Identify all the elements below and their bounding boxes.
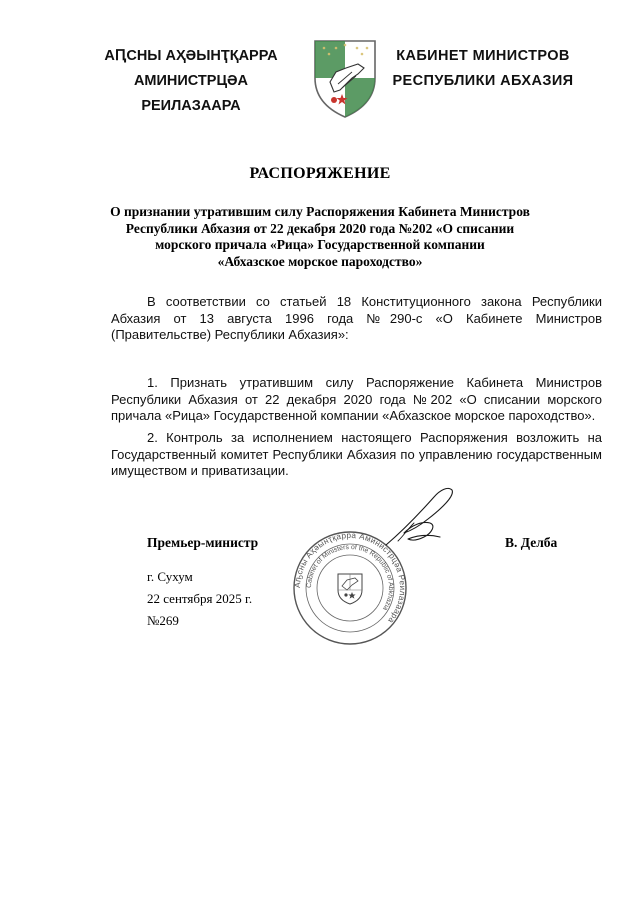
document-title: РАСПОРЯЖЕНИЕ (249, 165, 391, 182)
document-number: №269 (147, 613, 179, 628)
header-right-line2: РЕСПУБЛИКИ АБХАЗИЯ (392, 73, 574, 89)
seal-outer-text: Аҧсны Аҳәынҭқарра Аминистрцәа Реилазаара (292, 530, 408, 626)
header-right-line1: КАБИНЕТ МИНИСТРОВ (396, 48, 570, 64)
subject-line: Республики Абхазия от 22 декабря 2020 года №202 «О списании (125, 220, 515, 236)
signatory-name: В. Делба (505, 535, 558, 550)
intro-paragraph: В соответствии со статьей 18 Конституционного закона Республики Абхазия от 13 августа 1996 года №290-с «О Кабинете Министров (Правительстве) Республики Абхазия»: (111, 294, 602, 342)
item-1-paragraph: 1. Признать утратившим силу Распоряжение Кабинета Министров Республики Абхазия от 22 декабря 2020 года №202 «О списании морского причала «Рица» Государственной компании «Абхазское морское пароходство». (111, 375, 602, 423)
header-left-line2: АМИНИСТРЦӘА РЕИЛАЗААРА (133, 73, 249, 114)
header-right (388, 44, 578, 94)
document-subject (100, 204, 540, 270)
issue-date: 22 сентября 2025 г. (147, 591, 253, 606)
item-2-paragraph: 2. Контроль за исполнением настоящего Распоряжения возложить на Государственный комитет Республики Абхазия по управлению государственным имуществом и приватизации. (111, 430, 602, 478)
subject-line: О признании утратившим силу Распоряжения Кабинета Министров (110, 204, 530, 219)
signatory-position: Премьер-министр (147, 535, 259, 550)
issue-city: г. Сухум (147, 569, 193, 584)
seal-inner-text: Cabinet of Ministers of the Republic of Abkhazia (305, 543, 395, 612)
header-left-line1: АԤСНЫ АҲӘЫНҬҚАРРА (104, 48, 278, 64)
subject-line: морского причала «Рица» Государственной компании (155, 237, 485, 252)
handwritten-signature (378, 483, 460, 553)
subject-line: «Абхазское морское пароходство» (217, 253, 423, 269)
header-left (84, 44, 298, 119)
coat-of-arms-emblem (312, 38, 378, 120)
